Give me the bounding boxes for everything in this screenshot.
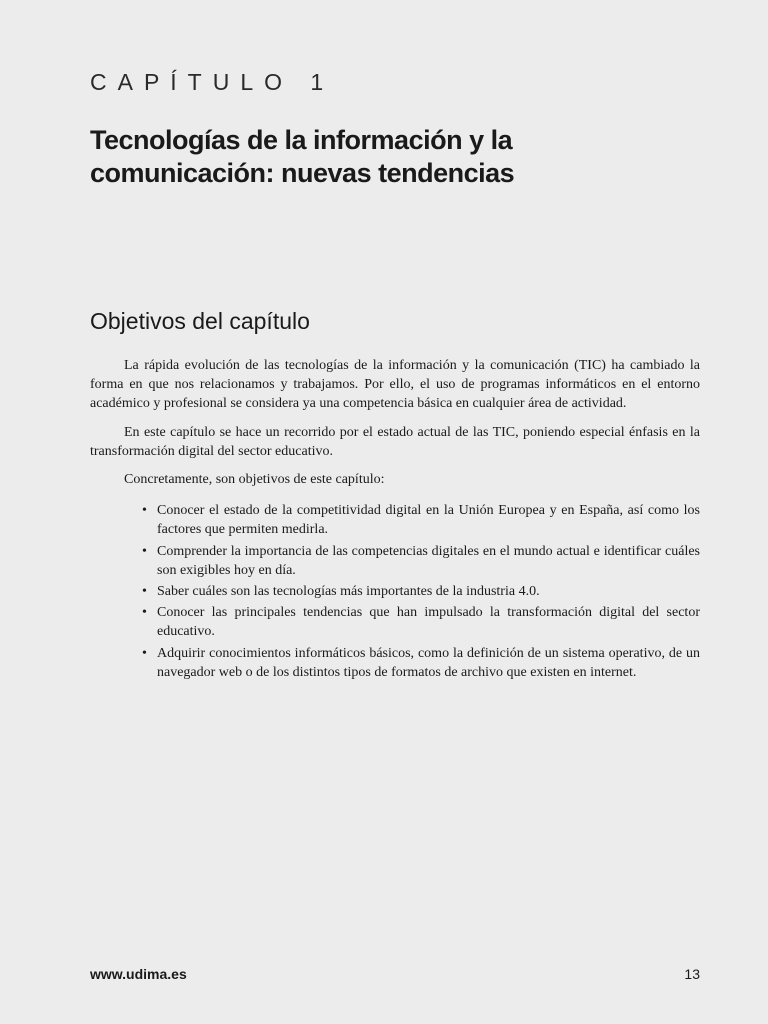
bullet-icon: •	[142, 645, 147, 661]
list-item-text: Conocer el estado de la competitividad digital en la Unión Europea y en España, así como los factores que permiten medirla.	[157, 503, 700, 538]
list-item-text: Adquirir conocimientos informáticos básicos, como la definición de un sistema operativo, de un navegador web o de los distintos tipos de formatos de archivo que existen en internet.	[157, 645, 700, 680]
chapter-title: Tecnologías de la información y la comunicación: nuevas tendencias	[90, 125, 515, 188]
section-title: Objetivos del capítulo	[90, 308, 310, 334]
footer-url: www.udima.es	[90, 966, 187, 982]
paragraph-intro: La rápida evolución de las tecnologías de la información y la comunicación (TIC) ha cambiado la forma en que nos relacionamos y trabajamos. Por ello, el uso de programas informáticos en el entorno académico y profesional se considera ya una competencia básica en cualquier área de actividad.	[90, 358, 700, 412]
objectives-list	[90, 501, 700, 682]
list-item	[142, 582, 700, 601]
bullet-icon: •	[142, 543, 147, 559]
list-item-text: Comprender la importancia de las competencias digitales en el mundo actual e identificar cuáles son exigibles hoy en día.	[157, 543, 700, 578]
chapter-label: CAPÍTULO 1	[90, 69, 335, 95]
body-text	[90, 356, 700, 684]
list-item	[142, 542, 700, 580]
bullet-icon: •	[142, 605, 147, 621]
paragraph-overview: En este capítulo se hace un recorrido por el estado actual de las TIC, poniendo especial énfasis en la transformación digital del sector educativo.	[90, 424, 700, 459]
page-number: 13	[684, 966, 700, 982]
list-item	[142, 501, 700, 539]
list-item	[142, 644, 700, 682]
list-item-text: Conocer las principales tendencias que han impulsado la transformación digital del sector educativo.	[157, 605, 700, 640]
list-item-text: Saber cuáles son las tecnologías más importantes de la industria 4.0.	[157, 584, 540, 600]
bullet-icon: •	[142, 584, 147, 600]
list-item	[142, 603, 700, 641]
paragraph-objectives-lead: Concretamente, son objetivos de este capítulo:	[124, 472, 385, 488]
bullet-icon: •	[142, 503, 147, 519]
